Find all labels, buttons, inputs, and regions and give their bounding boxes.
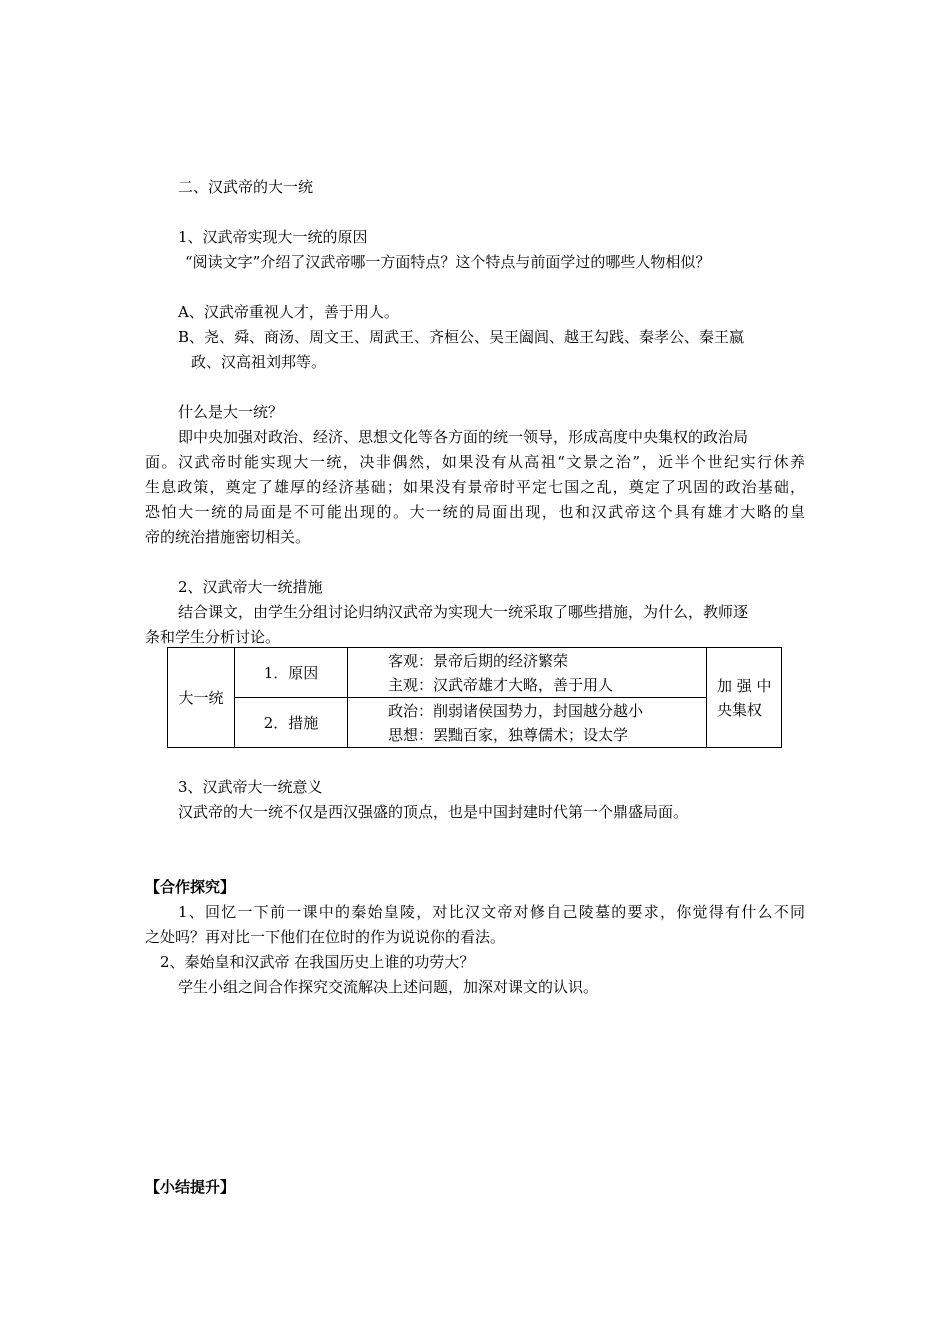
table-measure-label-cell	[235, 698, 348, 748]
table-measure-politics: 政治：削弱诸侯国势力，封国越分越小	[388, 701, 644, 720]
part1-question: “阅读文字”介绍了汉武帝哪一方面特点？这个特点与前面学过的哪些人物相似？	[185, 253, 711, 271]
definition-line-2: 面。汉武帝时能实现大一统，决非偶然，如果没有从高祖“文景之治”，近半个世纪实行休养	[145, 453, 805, 471]
answer-b-line1: B、尧、舜、商汤、周文王、周武王、齐桓公、吴王阖闾、越王勾践、秦孝公、秦王嬴	[178, 328, 745, 346]
table-measure-label: 2．措施	[263, 714, 319, 732]
part2-para-line1: 结合课文，由学生分组讨论归纳汉武帝为实现大一统采取了哪些措施，为什么，教师逐	[178, 603, 749, 621]
section-title: 二、汉武帝的大一统	[178, 178, 314, 196]
table-reason-subjective: 主观：汉武帝雄才大略，善于用人	[388, 675, 614, 694]
part3-text: 汉武帝的大一统不仅是西汉强盛的顶点，也是中国封建时代第一个鼎盛局面。	[178, 803, 689, 821]
table-right-line1: 加 强 中	[717, 676, 772, 695]
table-left-text: 大一统	[178, 689, 224, 707]
answer-a: A、汉武帝重视人才，善于用人。	[178, 303, 399, 321]
measures-table	[167, 647, 782, 748]
definition-line-1: 即中央加强对政治、经济、思想文化等各方面的统一领导，形成高度中央集权的政治局	[178, 428, 749, 446]
table-measure-content	[348, 698, 707, 748]
cooperate-note: 学生小组之间合作探究交流解决上述问题，加深对课文的认识。	[178, 978, 599, 996]
what-is-question: 什么是大一统？	[178, 403, 284, 421]
table-right-cell	[707, 648, 782, 748]
answer-b-line2: 政、汉高祖刘邦等。	[191, 353, 327, 371]
table-reason-content	[348, 648, 707, 698]
part2-heading: 2、汉武帝大一统措施	[178, 578, 323, 596]
part3-heading: 3、汉武帝大一统意义	[178, 778, 323, 796]
part2-para-line2: 条和学生分析讨论。	[145, 628, 281, 646]
table-reason-label: 1．原因	[263, 664, 319, 682]
table-measure-thought: 思想：罢黜百家，独尊儒术；设太学	[388, 725, 629, 744]
summary-title: 【小结提升】	[145, 1178, 236, 1196]
table-reason-objective: 客观：景帝后期的经济繁荣	[388, 651, 569, 670]
cooperate-title: 【合作探究】	[145, 878, 236, 896]
table-right-line2: 央集权	[717, 700, 763, 719]
table-reason-label-cell	[235, 648, 348, 698]
definition-line-4: 恐怕大一统的局面是不可能出现的。大一统的局面出现，也和汉武帝这个具有雄才大略的皇	[145, 503, 805, 521]
cooperate-q1-line1: 1、回忆一下前一课中的秦始皇陵，对比汉文帝对修自己陵墓的要求，你觉得有什么不同	[178, 903, 805, 921]
part1-heading: 1、汉武帝实现大一统的原因	[178, 228, 368, 246]
cooperate-q1-line2: 之处吗？再对比一下他们在位时的作为说说你的看法。	[145, 928, 506, 946]
cooperate-q2: 2、秦始皇和汉武帝 在我国历史上谁的功劳大？	[160, 953, 475, 971]
definition-line-5: 帝的统治措施密切相关。	[145, 528, 311, 546]
definition-line-3: 生息政策，奠定了雄厚的经济基础；如果没有景帝时平定七国之乱，奠定了巩固的政治基础，	[145, 478, 805, 496]
table-left-cell	[168, 648, 235, 748]
